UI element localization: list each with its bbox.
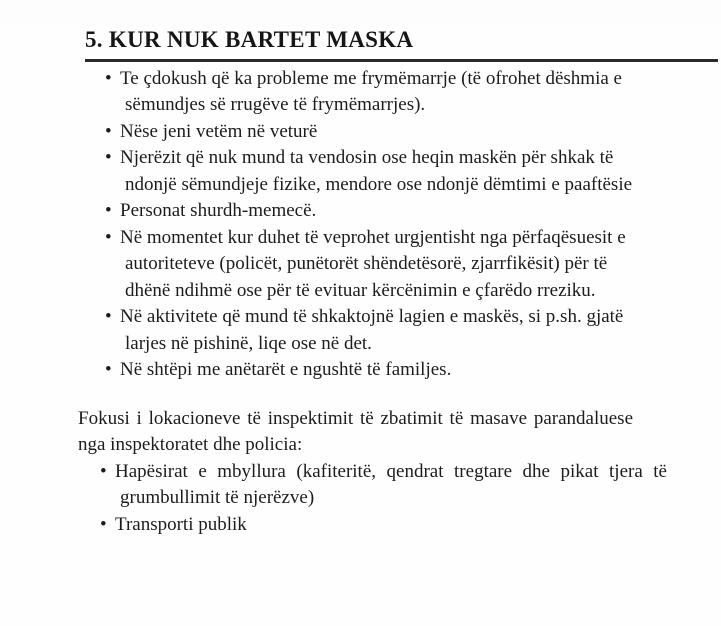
list-item: • Nëse jeni vetëm në veturë <box>78 119 640 146</box>
list-item: • Transporti publik <box>78 512 667 539</box>
list-item: • Hapësirat e mbyllura (kafiteritë, qendrat tregtare dhe pikat tjera të grumbullimit të njerëzve) <box>78 459 667 512</box>
inspection-focus-paragraph: Fokusi i lokacioneve të inspektimit të zbatimit të masave parandaluese nga inspektoratet dhe policia: <box>78 407 633 456</box>
list-item: • Në aktivitete që mund të shkaktojnë lagien e maskës, si p.sh. gjatë larjes në pishinë, liqe ose në det. <box>78 304 640 357</box>
inspection-locations-list <box>78 459 667 539</box>
list-item: • Në shtëpi me anëtarët e ngushtë të familjes. <box>78 357 640 384</box>
mask-exceptions-list <box>78 66 640 384</box>
list-item: • Në momentet kur duhet të veprohet urgjentisht nga përfaqësuesit e autoriteteve (policët, punëtorët shëndetësorë, zjarrfikësit) për të dhënë ndihmë ose për të evituar kërcënimin e çfarëdo rreziku. <box>78 225 640 305</box>
page-title: 5. KUR NUK BARTET MASKA <box>85 26 718 62</box>
document-page <box>0 26 721 626</box>
list-item: • Te çdokush që ka probleme me frymëmarrje (të ofrohet dëshmia e sëmundjes së rrugëve të frymëmarrjes). <box>78 66 640 119</box>
list-item: • Personat shurdh-memecë. <box>78 198 640 225</box>
list-item: • Njerëzit që nuk mund ta vendosin ose heqin maskën për shkak të ndonjë sëmundjeje fizike, mendore ose ndonjë dëmtimi e paaftësie <box>78 145 640 198</box>
